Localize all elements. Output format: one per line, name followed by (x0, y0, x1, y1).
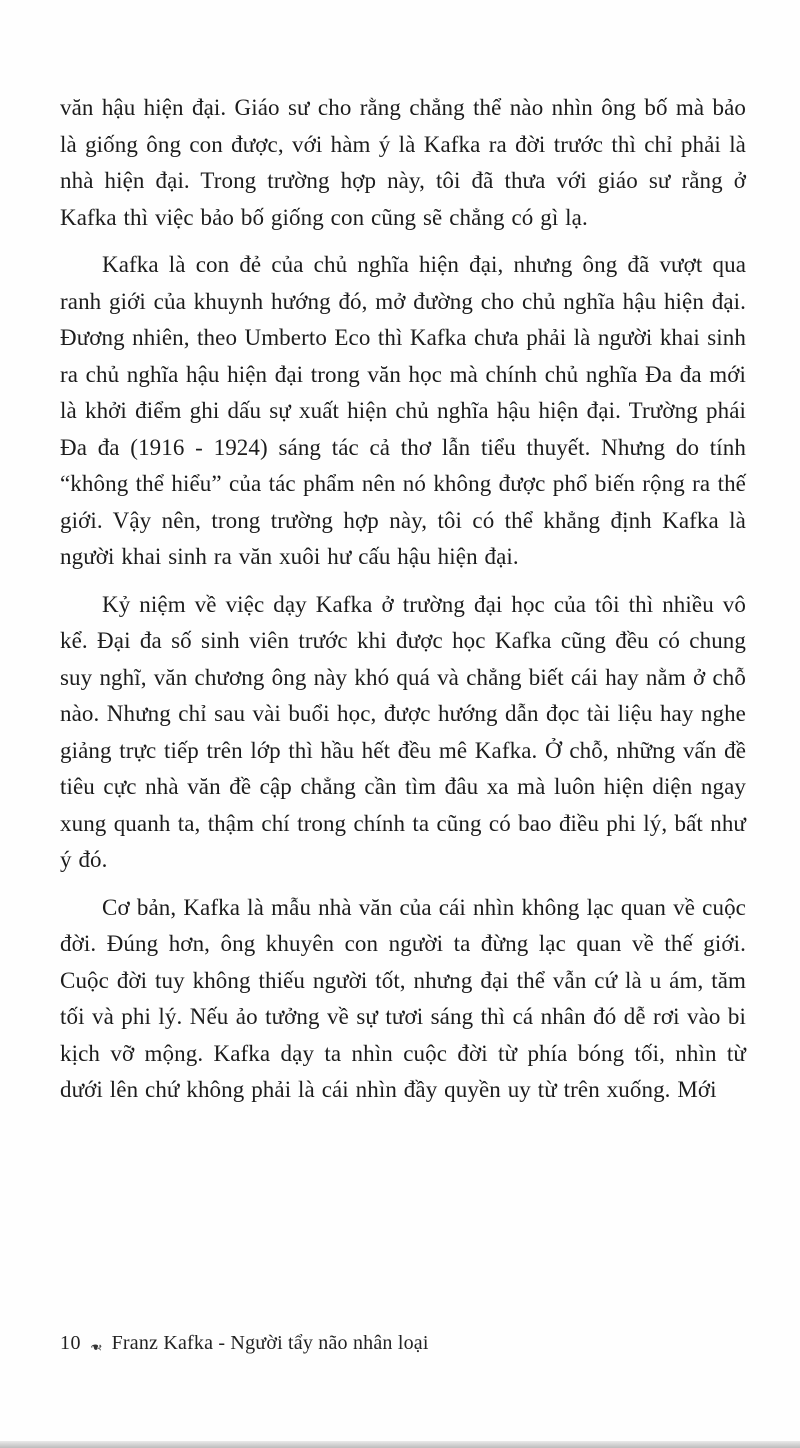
page-bottom-edge (0, 1441, 800, 1448)
page-footer (60, 1332, 746, 1355)
body-text (60, 90, 746, 1120)
paragraph: Kafka là con đẻ của chủ nghĩa hiện đại, nhưng ông đã vượt qua ranh giới của khuynh hướng đó, mở đường cho chủ nghĩa hậu hiện đại. Đương nhiên, theo Umberto Eco thì Kafka chưa phải là người khai sinh ra chủ nghĩa hậu hiện đại trong văn học mà chính chủ nghĩa Đa đa mới là khởi điểm ghi dấu sự xuất hiện chủ nghĩa hậu hiện đại. Trường phái Đa đa (1916 - 1924) sáng tác cả thơ lẫn tiểu thuyết. Nhưng do tính “không thể hiểu” của tác phẩm nên nó không được phổ biến rộng ra thế giới. Vậy nên, trong trường hợp này, tôi có thể khẳng định Kafka là người khai sinh ra văn xuôi hư cấu hậu hiện đại. (60, 252, 746, 569)
page-number: 10 (60, 1332, 81, 1354)
paragraph: văn hậu hiện đại. Giáo sư cho rằng chẳng thể nào nhìn ông bố mà bảo là giống ông con được, với hàm ý là Kafka ra đời trước thì chỉ phải là nhà hiện đại. Trong trường hợp này, tôi đã thưa với giáo sư rằng ở Kafka thì việc bảo bố giống con cũng sẽ chẳng có gì lạ. (60, 95, 746, 230)
paragraph: Kỷ niệm về việc dạy Kafka ở trường đại học của tôi thì nhiều vô kể. Đại đa số sinh viên trước khi được học Kafka cũng đều có chung suy nghĩ, văn chương ông này khó quá và chẳng biết cái hay nằm ở chỗ nào. Nhưng chỉ sau vài buổi học, được hướng dẫn đọc tài liệu hay nghe giảng trực tiếp trên lớp thì hầu hết đều mê Kafka. Ở chỗ, những vấn đề tiêu cực nhà văn đề cập chẳng cần tìm đâu xa mà luôn hiện diện ngay xung quanh ta, thậm chí trong chính ta cũng có bao điều phi lý, bất như ý đó. (60, 591, 746, 872)
fleuron-ornament-icon: ❧ (90, 1338, 103, 1354)
book-title: Franz Kafka - Người tẩy não nhân loại (111, 1332, 429, 1354)
paragraph: Cơ bản, Kafka là mẫu nhà văn của cái nhìn không lạc quan về cuộc đời. Đúng hơn, ông khuyên con người ta đừng lạc quan về thế giới. Cuộc đời tuy không thiếu người tốt, nhưng đại thể vẫn cứ là u ám, tăm tối và phi lý. Nếu ảo tưởng về sự tươi sáng thì cá nhân đó dễ rơi vào bi kịch vỡ mộng. Kafka dạy ta nhìn cuộc đời từ phía bóng tối, nhìn từ dưới lên chứ không phải là cái nhìn đầy quyền uy từ trên xuống. Mới (60, 894, 746, 1102)
